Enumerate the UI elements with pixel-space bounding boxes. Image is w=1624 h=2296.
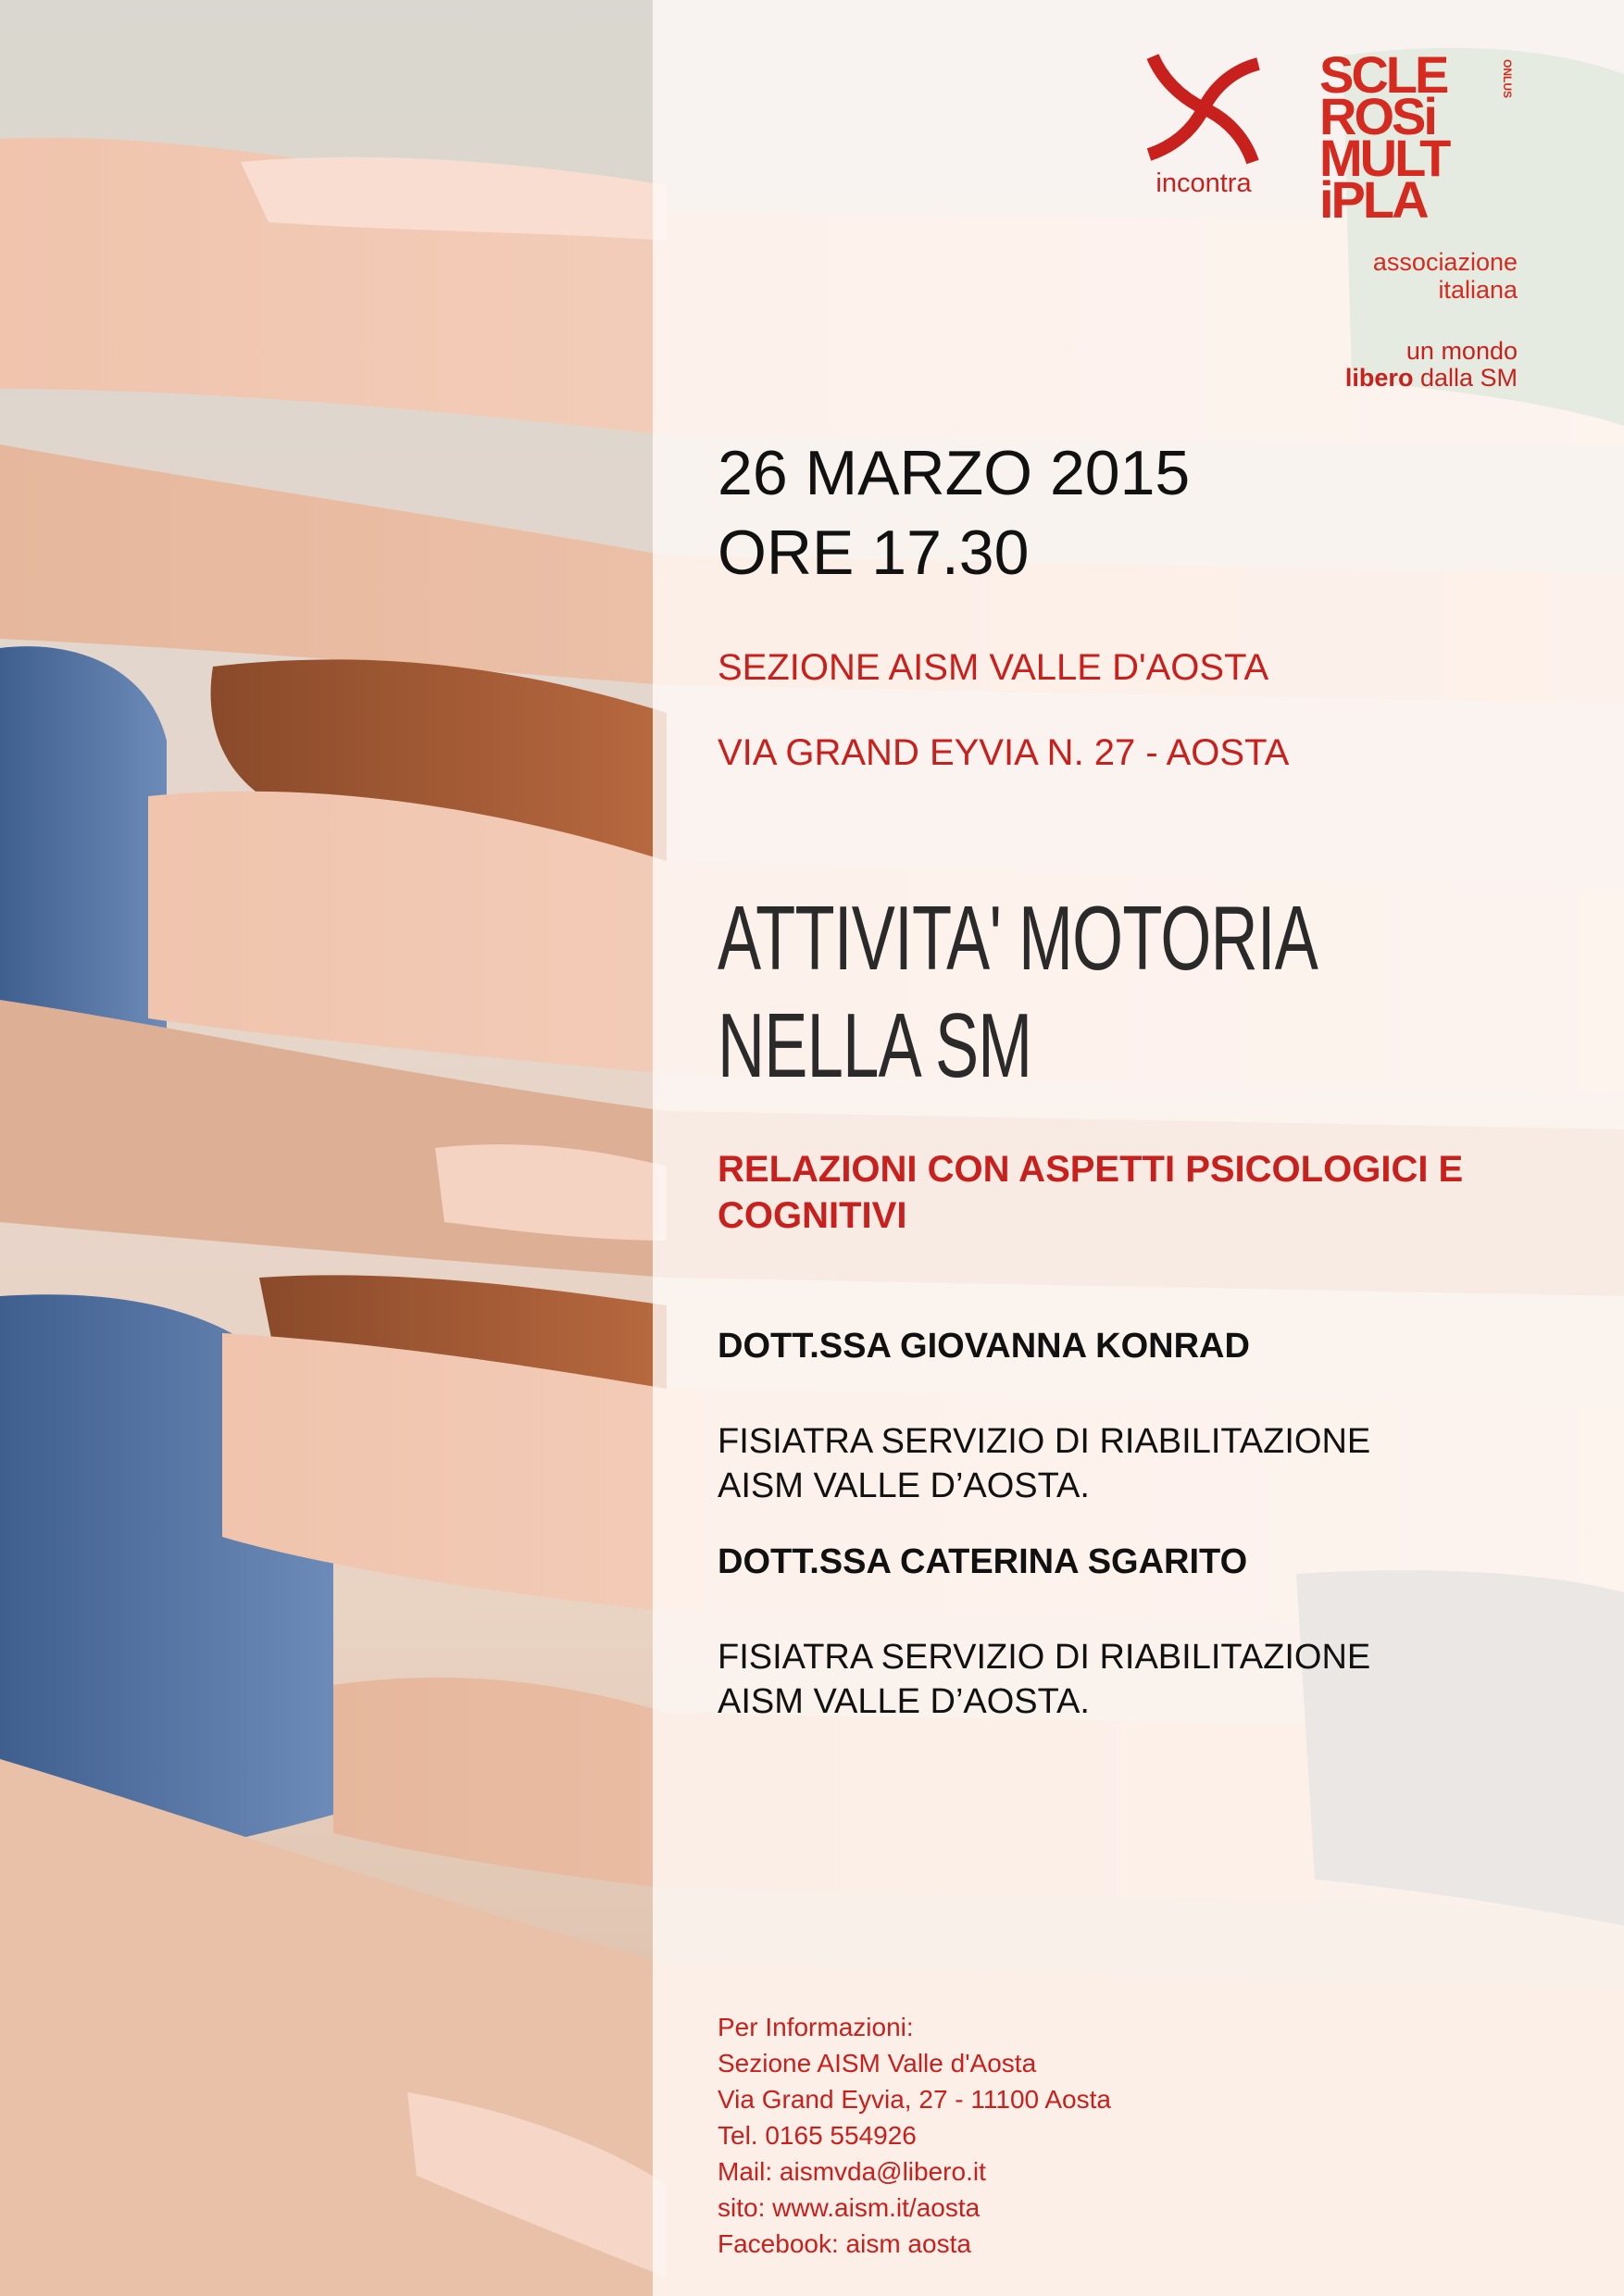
event-title-line-2: NELLA SM — [718, 994, 1032, 1096]
venue-name: SEZIONE AISM VALLE D'AOSTA — [718, 647, 1269, 688]
event-subtitle: RELAZIONI CON ASPETTI PSICOLOGICI E COGNITIVI — [718, 1149, 1464, 1236]
incontra-logo — [1139, 51, 1268, 199]
onlus-label: ONLUS — [1501, 59, 1514, 98]
event-date: 26 MARZO 2015 — [718, 438, 1191, 508]
info-facebook: Facebook: aism aosta — [718, 2229, 971, 2258]
info-phone: Tel. 0165 554926 — [718, 2121, 917, 2150]
info-heading: Per Informazioni: — [718, 2013, 914, 2041]
venue-address: VIA GRAND EYVIA N. 27 - AOSTA — [718, 732, 1290, 773]
event-title — [718, 884, 1318, 1099]
associazione-text: associazione — [1372, 248, 1518, 276]
event-title-line-1: ATTIVITA' MOTORIA — [718, 887, 1318, 989]
aism-logo-line-1: SCLE — [1319, 45, 1447, 104]
tagline-rest: dalla SM — [1419, 364, 1518, 392]
aism-logo-line-2: ROSi — [1319, 87, 1435, 145]
speaker-2-name: DOTT.SSA CATERINA SGARITO — [718, 1542, 1248, 1581]
aism-association-label — [1373, 248, 1518, 304]
italiana-text: italiana — [1438, 276, 1518, 304]
speaker-2-role-line-1: FISIATRA SERVIZIO DI RIABILITAZIONE — [718, 1638, 1371, 1677]
event-datetime — [718, 433, 1190, 593]
aism-logo-line-3: MULT — [1319, 129, 1449, 187]
aism-logo-line-4: iPLA — [1319, 170, 1427, 229]
incontra-wordmark: incontra — [1156, 168, 1252, 198]
tagline-line-1: un mondo — [1405, 337, 1518, 365]
speaker-1-name: DOTT.SSA GIOVANNA KONRAD — [718, 1327, 1250, 1366]
info-website: sito: www.aism.it/aosta — [718, 2193, 981, 2222]
tagline — [1345, 338, 1518, 392]
speaker-2-role — [718, 1635, 1551, 1724]
speaker-1-role-line-2: AISM VALLE D’AOSTA. — [718, 1466, 1090, 1505]
speaker-2-role-line-2: AISM VALLE D’AOSTA. — [718, 1682, 1090, 1721]
speaker-1-role — [718, 1419, 1551, 1508]
event-time: ORE 17.30 — [718, 518, 1030, 588]
incontra-pinwheel-icon — [1143, 51, 1264, 167]
aism-logo — [1319, 45, 1518, 229]
info-section: Sezione AISM Valle d'Aosta — [718, 2049, 1037, 2078]
speaker-1-role-line-1: FISIATRA SERVIZIO DI RIABILITAZIONE — [718, 1422, 1371, 1461]
tagline-bold: libero — [1344, 364, 1414, 392]
info-mail: Mail: aismvda@libero.it — [718, 2157, 986, 2186]
contact-info — [718, 2009, 1111, 2262]
info-address: Via Grand Eyvia, 27 - 11100 Aosta — [718, 2085, 1111, 2114]
